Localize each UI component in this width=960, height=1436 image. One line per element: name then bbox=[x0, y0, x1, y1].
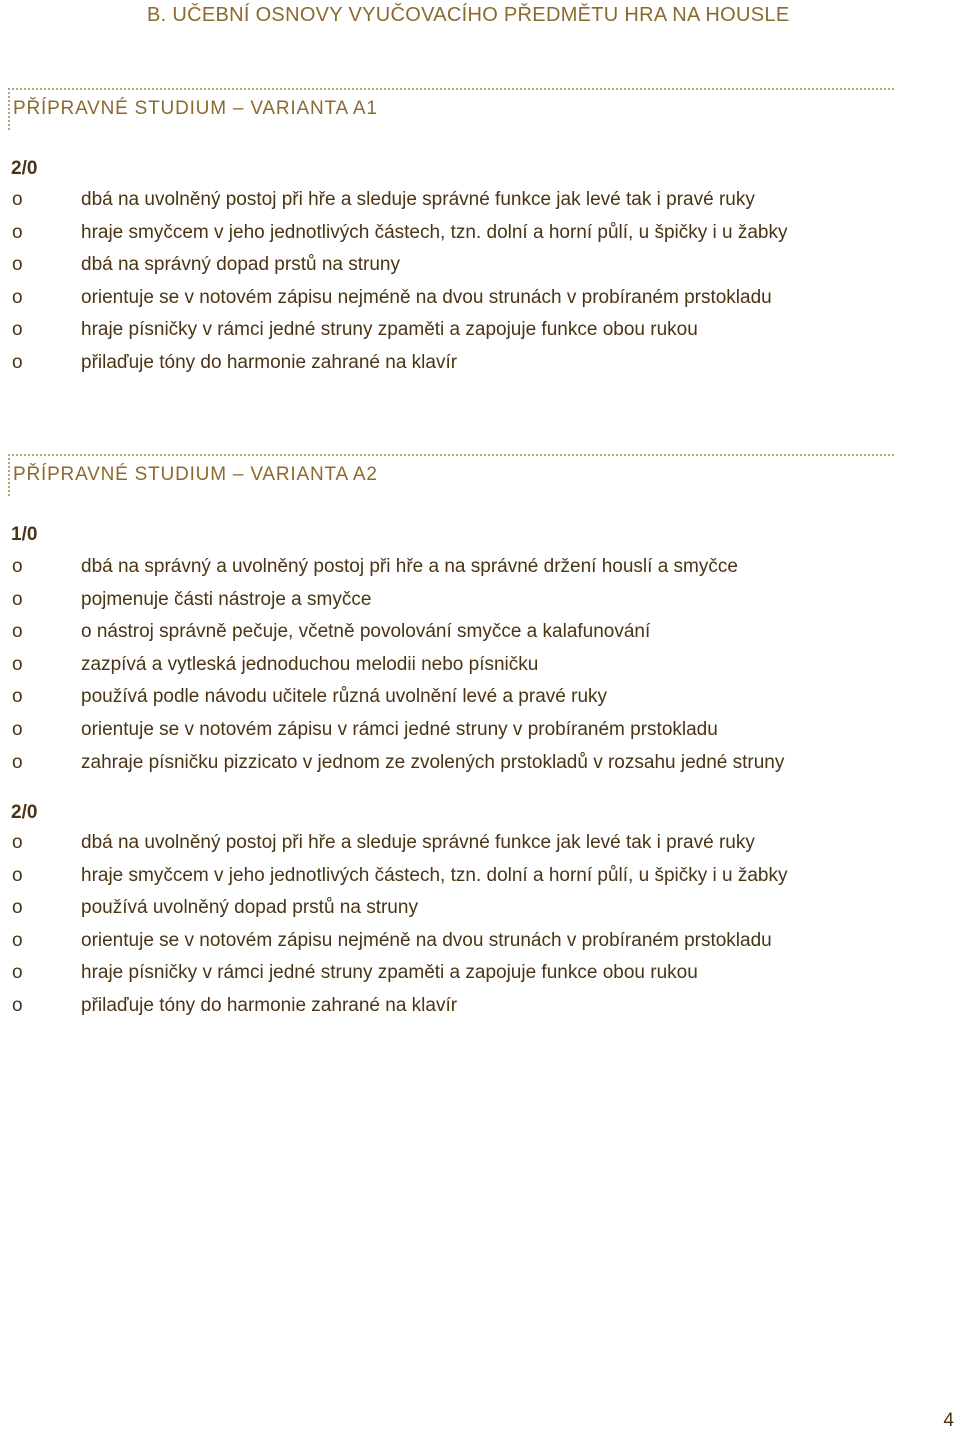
page-number: 4 bbox=[943, 1410, 954, 1431]
item-text: hraje smyčcem v jeho jednotlivých částech, tzn. dolní a horní půlí, u špičky i u žabky bbox=[81, 864, 788, 886]
bullet-icon: o bbox=[12, 929, 23, 951]
item-text: dbá na správný a uvolněný postoj při hře a na správné držení houslí a smyčce bbox=[81, 556, 738, 577]
section-title-a2: PŘÍPRAVNÉ STUDIUM – VARIANTA A2 bbox=[13, 464, 378, 485]
bullet-icon: o bbox=[12, 864, 23, 886]
bullet-icon: o bbox=[12, 588, 23, 610]
section-header-a1 bbox=[8, 88, 894, 130]
item-text: dbá na správný dopad prstů na struny bbox=[81, 254, 400, 276]
bullet-icon: o bbox=[12, 718, 23, 740]
item-text: hraje smyčcem v jeho jednotlivých částech, tzn. dolní a horní půlí, u špičky i u žabky bbox=[81, 221, 788, 243]
item-text: zazpívá a vytleská jednoduchou melodii nebo písničku bbox=[81, 653, 539, 675]
bullet-icon: o bbox=[12, 897, 23, 919]
bullet-icon: o bbox=[12, 556, 23, 577]
item-text: o nástroj správně pečuje, včetně povolování smyčce a kalafunování bbox=[81, 621, 651, 643]
bullet-icon: o bbox=[12, 751, 23, 773]
bullet-icon: o bbox=[12, 994, 23, 1016]
bullet-icon: o bbox=[12, 254, 23, 276]
item-text: pojmenuje části nástroje a smyčce bbox=[81, 588, 372, 610]
bullet-icon: o bbox=[12, 962, 23, 984]
year-label: 1/0 bbox=[11, 524, 38, 545]
item-text: hraje písničky v rámci jedné struny zpaměti a zapojuje funkce obou rukou bbox=[81, 319, 698, 341]
item-text: používá podle návodu učitele různá uvolnění levé a pravé ruky bbox=[81, 686, 608, 708]
item-text: orientuje se v notovém zápisu v rámci jedné struny v probíraném prstokladu bbox=[81, 718, 718, 740]
item-text: dbá na uvolněný postoj při hře a sleduje správné funkce jak levé tak i pravé ruky bbox=[81, 832, 755, 853]
bullet-icon: o bbox=[12, 286, 23, 308]
year-label: 2/0 bbox=[11, 158, 38, 179]
item-text: dbá na uvolněný postoj při hře a sleduje správné funkce jak levé tak i pravé ruky bbox=[81, 189, 755, 210]
item-text: přilaďuje tóny do harmonie zahrané na klavír bbox=[81, 994, 458, 1016]
item-text: orientuje se v notovém zápisu nejméně na dvou strunách v probíraném prstokladu bbox=[81, 929, 772, 951]
bullet-icon: o bbox=[12, 319, 23, 341]
item-text: zahraje písničku pizzicato v jednom ze zvolených prstokladů v rozsahu jedné struny bbox=[81, 751, 785, 773]
section-title-a1: PŘÍPRAVNÉ STUDIUM – VARIANTA A1 bbox=[13, 98, 378, 119]
bullet-icon: o bbox=[12, 189, 23, 210]
section-header-a2 bbox=[8, 454, 894, 496]
bullet-icon: o bbox=[12, 653, 23, 675]
bullet-icon: o bbox=[12, 686, 23, 708]
item-text: hraje písničky v rámci jedné struny zpaměti a zapojuje funkce obou rukou bbox=[81, 962, 698, 984]
bullet-icon: o bbox=[12, 832, 23, 853]
item-text: používá uvolněný dopad prstů na struny bbox=[81, 897, 418, 919]
document-title: B. UČEBNÍ OSNOVY VYUČOVACÍHO PŘEDMĚTU HRA NA HOUSLE bbox=[147, 4, 790, 26]
bullet-icon: o bbox=[12, 221, 23, 243]
item-text: orientuje se v notovém zápisu nejméně na dvou strunách v probíraném prstokladu bbox=[81, 286, 772, 308]
bullet-icon: o bbox=[12, 621, 23, 643]
item-text: přilaďuje tóny do harmonie zahrané na klavír bbox=[81, 351, 458, 373]
bullet-icon: o bbox=[12, 351, 23, 373]
year-label: 2/0 bbox=[11, 802, 38, 823]
